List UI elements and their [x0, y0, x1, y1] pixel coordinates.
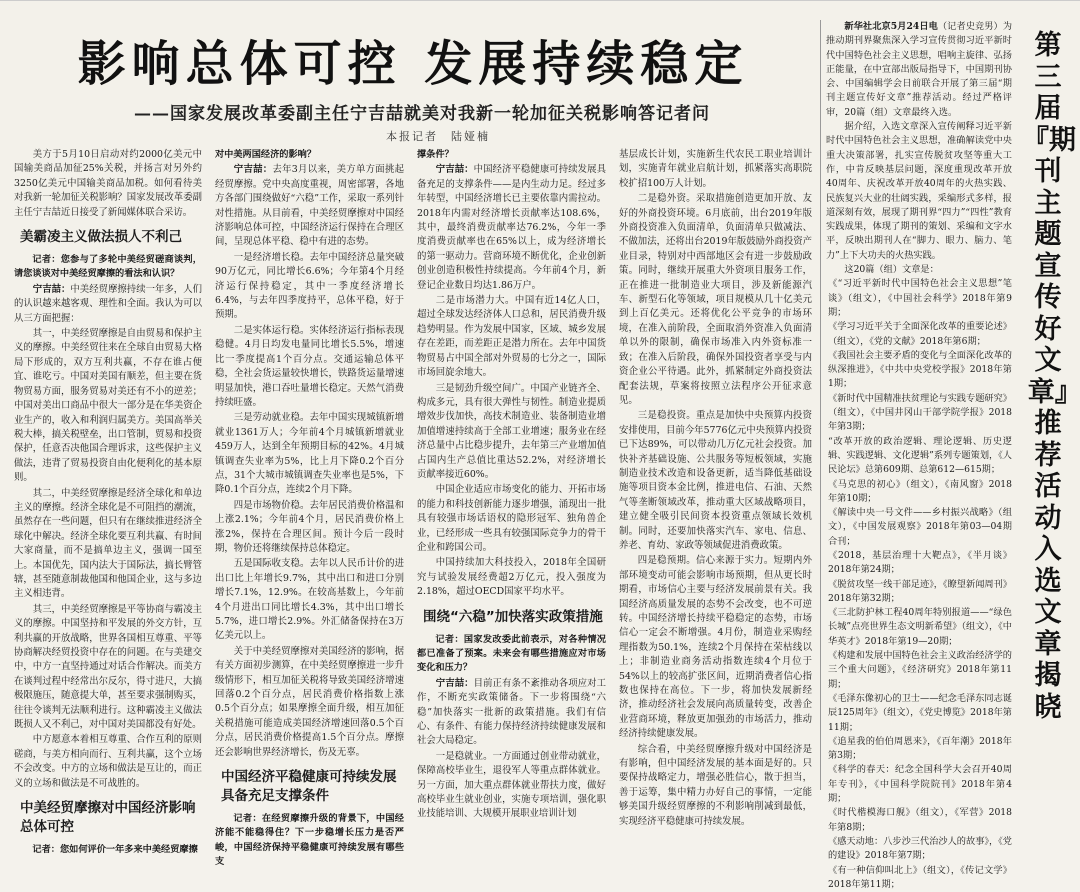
paragraph: 其一，中美经贸摩擦是自由贸易和保护主义的摩擦。中美经贸往来在全球自由贸易大格局下形成的，双方互利共赢，不存在谁占便宜、谁吃亏。中国对美国有顺差，但主要在货物贸易方面，服务贸易对美还有不小的逆差；中国对美出口商品中很大一部分是在华美资企业生产的，收入和利润归属美方。美国高举关税大棒，搞关税壁垒，出口管制，贸易和投资保护，任意否决他国合理诉求，这些保护主义做法，违背了贸易投资自由化便利化的基本原则。 [14, 328, 202, 484]
dateline: 新华社北京5月24日电 [844, 21, 938, 32]
selected-article-item: 《三北防护林工程40周年特别报道——“绿色长城”点亮世界生态文明新希望》（组文），《中华英才》2018年第19—20期； [828, 607, 1012, 647]
sidebar-article [826, 20, 1012, 890]
reporter-question: 记者：国家发改委此前表示，对各种情况都已准备了预案。未来会有哪些措施应对市场变化和压力？ [417, 633, 606, 674]
paragraph: 四是稳预期。信心来源于实力。短期内外部环境变动可能会影响市场预期，但从更长时期看，市场信心主要与经济发展前景有关。我国经济高质量发展的态势不会改变，也不可逆转。中国经济增长持续平稳稳定的态势，市场信心一定会不断增强。4月份，制造业采购经理指数为50.1%，连续2个月保持在荣枯线以上；非制造业商务活动指数连续4个月位于54%以上的较高扩张区间，近期消费者信心指数也保持在高位。下一步，将加快发展新经济，推动经济社会发展向高质量转变，改善企业营商环境，释放更加强劲的市场活力，推动经济持续健康发展。 [619, 555, 812, 740]
sidebar-text: 为推动期刊界聚焦深入学习宣传贯彻习近平新时代中国特色社会主义思想，唱响主旋律、弘扬正能量，在中宣部出版局指导下，中国期刊协会、中国编辑学会日前联合开展了第三届“期刊主题宣传好文章”推荐活动。经过严格评审，20篇（组）文章最终入选。 [826, 21, 1012, 118]
selected-article-item: 《我国社会主要矛盾的变化与全面深化改革的纵深推进》，《中共中央党校学报》2018年第1期； [828, 349, 1012, 390]
paragraph: 中国企业适应市场变化的能力、开拓市场的能力和科技创新能力逐步增强，涌现出一批具有较强市场话语权的隐形冠军、独角兽企业，已经形成一些具有较强国际竞争力的骨干企业和跨国公司。 [417, 484, 606, 553]
paragraph: 其三，中美经贸摩擦是平等协商与霸凌主义的摩擦。中国坚持和平发展的外交方针，互利共赢的开放战略，世界各国相互尊重、平等协商解决经贸投资中存在的问题。在与美建交中，中方一直坚持通过对话合作解决。而美方在谈判过程中经常出尔反尔，得寸进尺，大搞极限施压，随意提大单，甚至要求强制购买，往往令谈判无法顺利进行。这种霸凌主义做法既损人又不利己，对中国对美国都没有好处。 [14, 603, 202, 731]
selected-article-item: 《感天动地：八步沙三代治沙人的故事》，《党的建设》2018年第7期； [828, 835, 1012, 862]
selected-article-item: 《马克思的初心》（组文），《南风窗》2018年第10期； [828, 478, 1012, 504]
section-heading: 中美经贸摩擦对中国经济影响总体可控 [20, 800, 196, 836]
speaker-label: 宁吉喆： [435, 164, 474, 176]
paragraph: 基层成长计划，实施新生代农民工职业培训计划，实施青年就业启航计划，抓紧落实高职院校扩招100万人计划。 [619, 149, 812, 189]
selected-article-item: 《学习习近平关于全面深化改革的重要论述》（组文），《党的文献》2018年第6期； [828, 321, 1012, 347]
selected-article-item: 《解读中央一号文件——乡村振兴战略》（组文），《中国发展观察》2018年第03—04期合刊； [828, 507, 1012, 547]
article-columns [14, 148, 812, 868]
answer-paragraph [215, 163, 404, 249]
column-1 [14, 148, 202, 856]
paragraph: 这20篇（组）文章是： [844, 264, 939, 276]
article-subheadline: ——国家发展改革委副主任宁吉喆就美对我新一轮加征关税影响答记者问 [134, 104, 710, 124]
speaker-label: 宁吉喆： [435, 677, 474, 689]
reporter-question: 撑条件？ [417, 149, 454, 160]
vertical-title-line: 入选文 [1034, 534, 1062, 628]
main-article [14, 20, 812, 868]
paragraph: 中方愿意本着相互尊重、合作互利的原则磋商，与美方相向而行、互利共赢，这个立场不会改变。中方的立场和做法是互让的，而正义的立场和做法是不可战胜的。 [14, 734, 202, 789]
paragraph: 综合看，中美经贸摩擦升级对中国经济是有影响，但中国经济发展的基本面是好的。只要保持战略定力，增强必胜信心，散于担当，善于运筹，集中精力办好自己的事情，一定能够美国升级经贸摩擦的不利影响削减到最低，实现经济平稳健康可持续发展。 [619, 743, 812, 827]
selected-article-item: 《“习近平新时代中国特色社会主义思想”笔谈》（组文），《中国社会科学》2018年第9期； [828, 278, 1012, 318]
paragraph: 其二，中美经贸摩擦是经济全球化和单边主义的摩擦。经济全球化是不可阻挡的潮流，虽然存在一些问题，但只有在继续推进经济全球化中解决。经济全球化要互利共赢、有时间大家商量，而不是搞单边主义，强调一国至上。本国优先，国内法大于国际法，搞长臂管辖，甚至随意制裁他国和他国企业，这与多边主义相违背。 [14, 487, 202, 600]
reporter-question: 记者：您参与了多轮中美经贸磋商谈判，请您谈谈对中美经贸摩擦的看法和认识？ [14, 254, 202, 280]
answer-text: 中国经济平稳健康可持续发展具备充足的支撑条件——是内生动力足。经过多年转型，中国经济增长已主要依靠内需拉动。2018年内需对经济增长贡献率达108.6%，其中，最终消费贡献率达76.2%，今年一季度消费贡献率也在65%以上，成为经济增长的第一驱动力。营商环境不断优化，企业创新创业创造积极性持续提高。今年前4个月，新登记企业数日均达1.86万户。 [417, 164, 606, 291]
vertical-title-line: 荐活动 [1034, 439, 1062, 534]
article-headline: 影响总体可控 发展持续稳定 [77, 36, 749, 92]
selected-article-item: 《2018，基层治理十大靶点》，《半月谈》2018年第24期； [828, 549, 1012, 576]
vertical-title-line: 主题宣 [1034, 187, 1062, 282]
paragraph: 四是市场物价稳。去年居民消费价格温和上涨2.1%；今年前4个月，居民消费价格上涨2%，保持在合理区间。预计今后一段时期，物价还将继续保持总体稳定。 [215, 499, 404, 554]
selected-article-item: 《构建和发展中国特色社会主义政治经济学的三个重大问题》，《经济研究》2018年第11期； [828, 650, 1012, 690]
answer-paragraph [14, 283, 202, 326]
paragraph: 中国持续加大科技投入，2018年全国研究与试验发展经费超2万亿元，投入强度为2.18%，超过OECD国家平均水平。 [417, 557, 606, 598]
selected-article-item: 《脱贫攻坚一线干部足迹》，《瞭望新闻周刊》2018年第32期； [828, 578, 1012, 604]
section-heading: 中国经济平稳健康可持续发展具备充足支撑条件 [221, 769, 397, 805]
selected-article-item: 《毛泽东像初心的卫士——纪念毛泽东同志诞辰125周年》（组文），《党史博览》2018年第11期； [828, 692, 1012, 733]
paragraph: 据介绍，入选文章深入宣传阐释习近平新时代中国特色社会主义思想，准确解读党中央重大决策部署，扎实宣传脱贫攻坚等重大工作，中肯反映基层问题，深度重现改革开放40周年、庆祝改革开放40周年的火热实践、民族复兴大业的壮阔实践，采编形式多样，报道深刻有效，展现了期刊界“四力”“四性”教育实践成果，体现了期刊的策划、采编和文字水平，反映出期刊人在“脚力、眼力、脑力、笔力”上下大功夫的火热实践。 [826, 121, 1012, 261]
paragraph: 三是劳动就业稳。去年中国实现城镇新增就业1361万人；今年前4个月城镇新增就业459万人，达到全年预期目标的42%。4月城镇调查失业率为5%，比上月下降0.2个百分点，31个大城市城镇调查失业率也是5%，下降0.1个百分点，连续2个月下降。 [215, 412, 404, 496]
vertical-title-line: 章』推 [1027, 376, 1069, 439]
reporter-question: 对中美两国经济的影响？ [215, 149, 317, 160]
vertical-title-line: 『期刊 [1022, 124, 1076, 187]
reporter-question: 记者：您如何评价一年多来中美经贸摩擦 [32, 844, 198, 856]
paragraph: 三是韧劲升级空间广。中国产业链齐全、构成多元，具有很大弹性与韧性。制造业提质增效步伐加快，高技术制造业、装备制造业增加值增速持续高于全部工业增速；服务业在经济总量中占比稳步提升，去年第三产业增加值占国内生产总值比重达52.2%，对经济增长贡献率接近60%。 [417, 382, 606, 480]
paragraph: 三是稳投资。重点是加快中央预算内投资安排使用，目前今年5776亿元中央预算内投资已下达89%，可以带动几万亿元社会投资。加快补齐基础设施、公共服务等短板领域，实施制造业技术改造和设备更新，适当降低基础设施等项目资本金比例，推进电信、石油、天然气等垄断领域改革，推动重大区域战略项目，建立健全吸引民间资本投资重点领域长效机制。同时，还要加快落实汽车、家电、信息、养老、育幼、家政等领域促进消费政策。 [619, 410, 812, 551]
answer-text: 中美经贸摩擦持续一年多，人们的认识越来越客观、理性和全面。我认为可以从三方面把握： [14, 283, 202, 324]
paragraph: 关于中美经贸摩擦对美国经济的影响，据有关方面初步测算，在中美经贸摩擦进一步升级情形下，相互加征关税将导致美国经济增速回落0.2个百分点，居民消费价格指数上涨0.5个百分点；如果摩擦全面升级，相互加征关税措施可能造成美国经济增速回落0.5个百分点，居民消费价格提高1.5个百分点。摩擦还会影响世界经济增长，伤及无辜。 [215, 645, 404, 758]
answer-text: 去年3月以来，美方单方面挑起经贸摩擦。党中央高度重视，周密部署，各地方各部门围绕做好“六稳”工作，采取一系列针对性措施。从目前看，中美经贸摩擦对中国经济影响总体可控，中国经济运行保持在合理区间，呈现总体平稳、稳中有进的态势。 [215, 164, 404, 248]
selected-article-item: 《有一种信仰叫北上》（组文），《传记文学》2018年第11期； [828, 864, 1012, 890]
paragraph: 美方于5月10日启动对约2000亿美元中国输美商品加征25%关税，并扬言对另外约3250亿美元中国输美商品加税。如何看待美对我新一轮加征关税影响？国家发展改革委副主任宁吉喆近日接受了新闻媒体联合采访。 [14, 149, 202, 218]
vertical-title-line: 第三届 [1034, 30, 1062, 124]
selected-article-item: 《科学的春天：纪念全国科学大会召开40周年专刊》，《中国科学院院刊》2018年第4期； [828, 764, 1012, 805]
section-heading: 围绕“六稳”加快落实政策措施 [423, 608, 603, 625]
selected-article-item: 《新时代中国精准扶贫理论与实践专题研究》（组文），《中国井冈山干部学院学报》2018年第3期； [828, 392, 1012, 433]
reporter-question: 记者：在经贸摩擦升级的背景下，中国经济能不能稳得住？下一步稳增长压力是否严峻，中国经济保持平稳健康可持续发展有哪些支 [215, 813, 404, 868]
column-divider [820, 20, 821, 790]
answer-paragraph [417, 677, 606, 749]
answer-text: 目前正有条不紊推动各项应对工作，不断充实政策储备。下一步将围绕“六稳”加快落实一批新的政策措施。我们有信心、有条件、有能力保持经济持续健康发展和社会大局稳定。 [417, 677, 606, 747]
paragraph: 一是稳就业。一方面通过创业带动就业，保障高校毕业生，退役军人等重点群体就业。另一方面，加大重点群体就业帮扶力度，做好高校毕业生就业创业，实施专项培训，强化职业技能培训、大规模开展职业培训计划 [417, 750, 606, 820]
column-4 [619, 148, 812, 827]
vertical-title-line: 章揭晓 [1034, 628, 1062, 723]
selected-article-item: 《追星我的伯伯周恩来》，《百年潮》2018年第3期； [828, 735, 1012, 762]
paragraph: 二是市场潜力大。中国有近14亿人口，超过全球发达经济体人口总和，居民消费升级趋势明显。作为发展中国家，区域、城乡发展存在差距，而差距正是潜力所在。去年中国货物贸易占中国全部对外贸易的七分之一，国际市场回旋余地大。 [417, 295, 606, 379]
paragraph: 五是国际收支稳。去年以人民币计价的进出口比上年增长9.7%，其中出口和进口分别增长7.1%，12.9%。在较高基数上，今年前4个月进出口同比增长4.3%，其中出口增长5.7%，进口增长2.9%。外汇储备保持在3万亿美元以上。 [215, 558, 404, 642]
vertical-title-line: 传好文 [1034, 282, 1062, 376]
column-2 [215, 148, 404, 868]
answer-paragraph [417, 163, 606, 293]
sidebar-lead-paragraph [826, 20, 1012, 120]
top-rule [0, 0, 1080, 1]
paragraph: 二是实体运行稳。实体经济运行指标表现稳健。4月日均发电量同比增长5.5%，增速比一季度提高1个百分点。交通运输总体平稳，全社会货运量较快增长，铁路货运量增速明显加快，港口吞吐量增长稳定。天然气消费持续旺盛。 [215, 324, 404, 408]
column-3 [417, 148, 606, 820]
selected-article-item: “改革开放的政治逻辑、理论逻辑、历史逻辑、实践逻辑、文化逻辑”系列专题策划，《人民论坛》总第609期、总第612—615期； [828, 435, 1012, 476]
speaker-label: 宁吉喆： [233, 164, 273, 176]
sidebar-vertical-title [1022, 30, 1074, 723]
section-heading: 美霸凌主义做法损人不利己 [20, 229, 182, 246]
speaker-label: 宁吉喆： [32, 283, 71, 295]
selected-article-item: 《时代楷模海口舰》（组文），《军营》2018年第8期； [828, 807, 1012, 833]
reporter-credit: （记者史竞男） [937, 21, 1003, 32]
article-byline: 本报记者 陆娅楠 [386, 130, 490, 143]
paragraph: 二是稳外资。采取措施创造更加开放、友好的外商投资环境。6月底前，出台2019年版外商投资准入负面清单，负面清单只做减法、不做加法，还将出台2019年版鼓励外商投资产业目录，特别对中西部地区会有进一步鼓励政策。同时，继续开展重大外资项目服务工作，正在推进一批制造业大项目，涉及新能源汽车、新型石化等领域，项目规模从几十亿美元到上百亿美元。还将优化公平竞争的市场环境，在准入前阶段，全面取消外资准入负面清单以外的限制，确保市场准入内外资标准一致；在准入后阶段，确保外国投资者享受与内资企业公平待遇。此外，抓紧制定外商投资法配套法规，草案将按照立法程序公开征求意见。 [619, 193, 812, 406]
selected-articles-list [826, 277, 1012, 892]
paragraph: 一是经济增长稳。去年中国经济总量突破90万亿元，同比增长6.6%；今年第4个月经济运行保持稳定，其中一季度经济增长6.4%，与去年四季度持平，总体平稳，好于预期。 [215, 251, 404, 321]
